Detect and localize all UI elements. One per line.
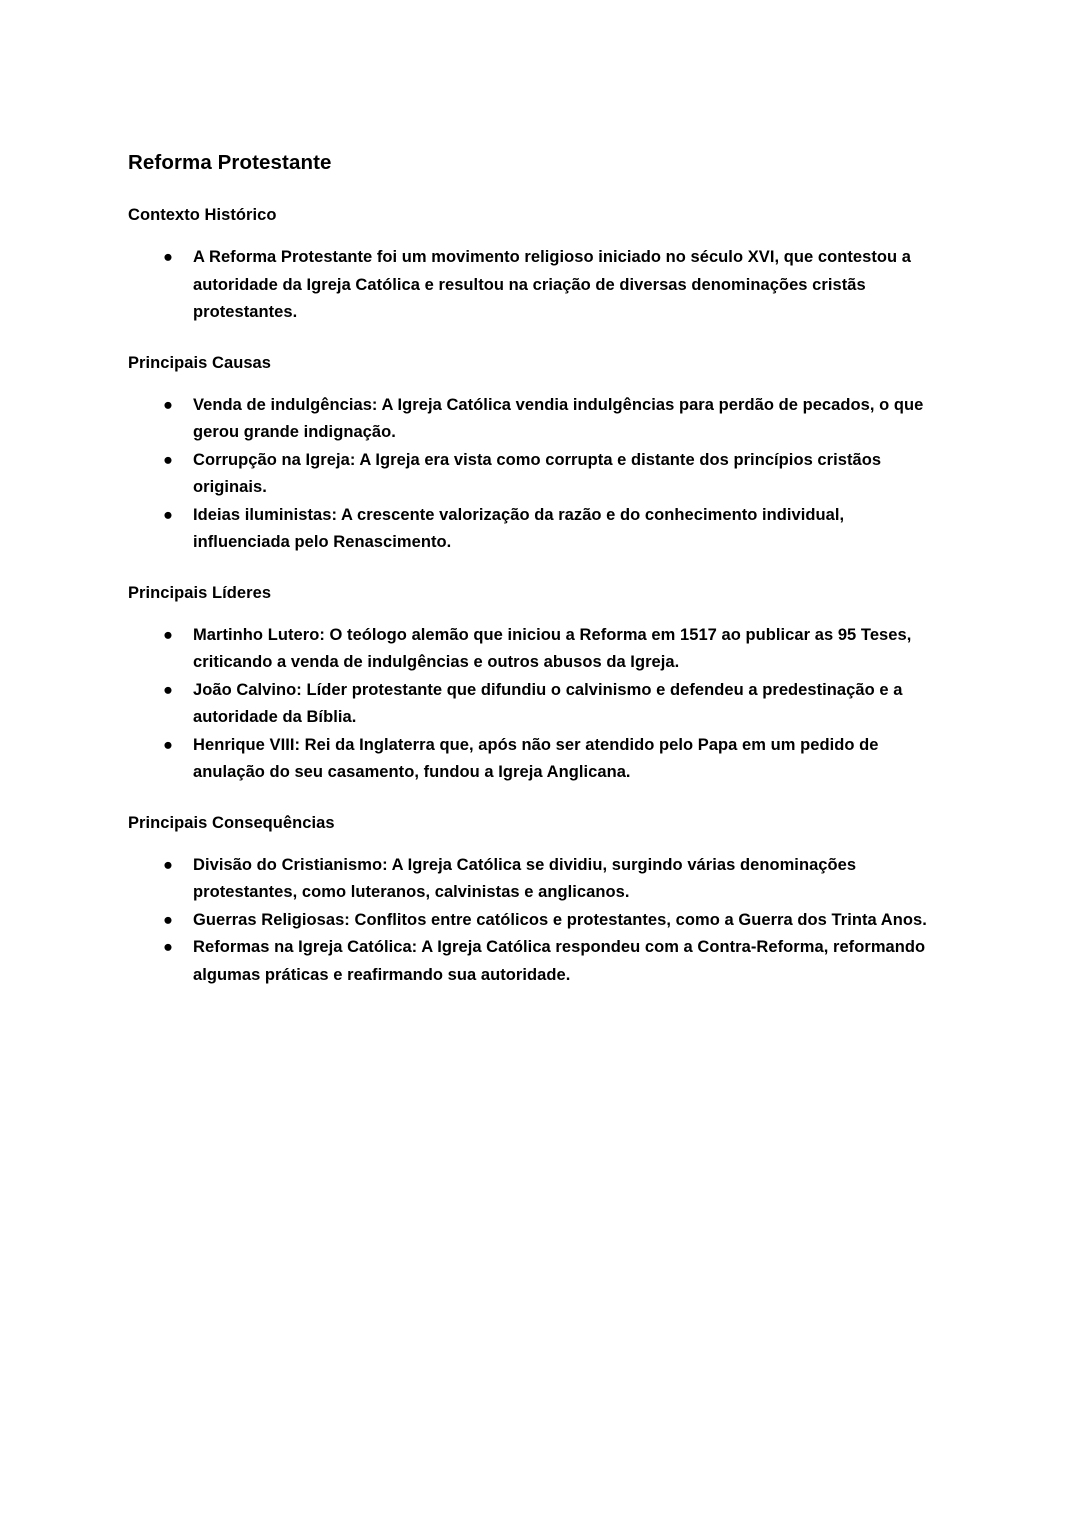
list-item-text: Ideias iluministas: A crescente valorização da razão e do conhecimento individual, influenciada pelo Renascimento. — [193, 505, 845, 551]
bullet-point-icon: ● — [163, 910, 174, 929]
section-heading: Principais Causas — [128, 353, 272, 372]
section-heading: Contexto Histórico — [128, 206, 277, 224]
list-item — [128, 907, 945, 935]
list-item — [128, 732, 945, 787]
document-body — [128, 204, 945, 989]
list-item — [128, 677, 945, 732]
list-item — [128, 852, 945, 907]
section-heading: Principais Líderes — [128, 583, 272, 602]
page-title: Reforma Protestante — [128, 151, 332, 174]
bullet-list — [128, 244, 945, 327]
document-section — [128, 582, 945, 787]
list-item-text: Reformas na Igreja Católica: A Igreja Católica respondeu com a Contra-Reforma, reformando algumas práticas e reafirmando sua autoridade. — [193, 938, 926, 984]
bullet-point-icon: ● — [163, 395, 174, 414]
bullet-point-icon: ● — [163, 248, 174, 266]
section-heading: Principais Consequências — [128, 813, 335, 832]
list-item-text: João Calvino: Líder protestante que difundiu o calvinismo e defendeu a predestinação e a autoridade da Bíblia. — [193, 680, 903, 726]
bullet-point-icon: ● — [163, 680, 174, 699]
page-bottom-whitespace — [128, 989, 945, 990]
list-item — [128, 447, 945, 502]
bullet-point-icon: ● — [163, 625, 174, 644]
list-item — [128, 622, 945, 677]
list-item — [128, 244, 945, 327]
document-section — [128, 812, 945, 990]
bullet-point-icon: ● — [163, 938, 174, 956]
list-item-text: Martinho Lutero: O teólogo alemão que iniciou a Reforma em 1517 ao publicar as 95 Teses, criticando a venda de indulgências e outros abusos da Igreja. — [193, 625, 912, 671]
list-item-text: Corrupção na Igreja: A Igreja era vista como corrupta e distante dos princípios cristãos originais. — [193, 450, 882, 496]
list-item — [128, 934, 945, 989]
list-item — [128, 502, 945, 557]
bullet-list — [128, 392, 945, 557]
document-section — [128, 204, 945, 327]
list-item — [128, 392, 945, 447]
list-item-text: Divisão do Cristianismo: A Igreja Católica se dividiu, surgindo várias denominações protestantes, como luteranos, calvinistas e anglicanos. — [193, 855, 857, 901]
bullet-point-icon: ● — [163, 735, 174, 754]
bullet-point-icon: ● — [163, 450, 174, 469]
bullet-list — [128, 622, 945, 787]
bullet-point-icon: ● — [163, 855, 174, 874]
bullet-point-icon: ● — [163, 505, 174, 524]
list-item-text: Guerras Religiosas: Conflitos entre católicos e protestantes, como a Guerra dos Trinta Anos. — [193, 910, 927, 929]
list-item-text: Henrique VIII: Rei da Inglaterra que, após não ser atendido pelo Papa em um pedido de anulação do seu casamento, fundou a Igreja Anglicana. — [193, 735, 879, 781]
list-item-text: A Reforma Protestante foi um movimento religioso iniciado no século XVI, que contestou a autoridade da Igreja Católica e resultou na criação de diversas denominações cristãs protestantes. — [193, 248, 911, 321]
bullet-list — [128, 852, 945, 990]
list-item-text: Venda de indulgências: A Igreja Católica vendia indulgências para perdão de pecados, o que gerou grande indignação. — [193, 395, 924, 441]
document-section — [128, 352, 945, 557]
